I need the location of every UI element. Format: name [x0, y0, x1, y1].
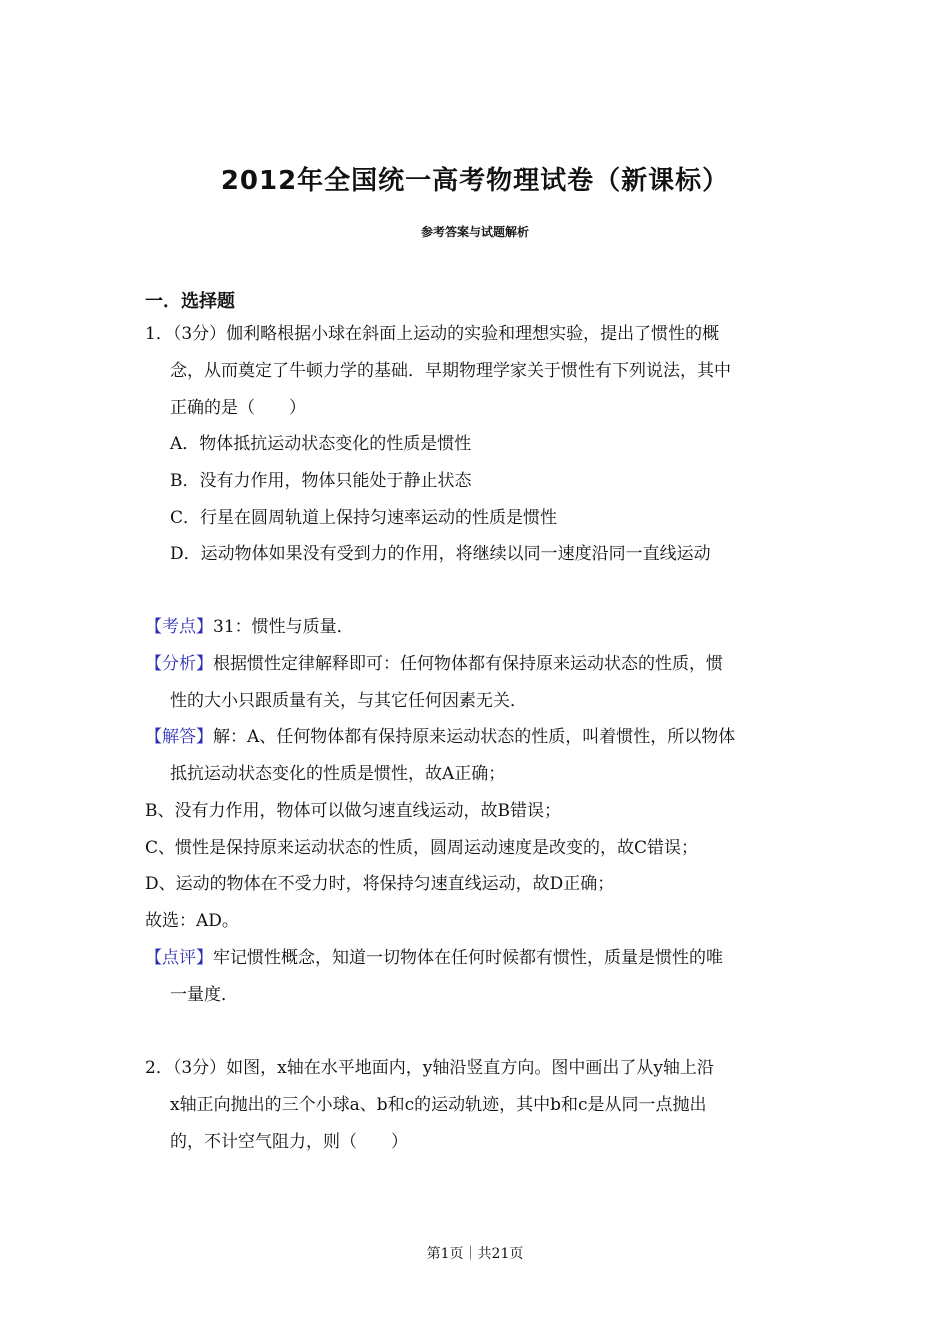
- dianping-line-2: 一量度．: [170, 985, 238, 1005]
- dianping-text-1: 牢记惯性概念，知道一切物体在任何时候都有惯性，质量是惯性的唯: [213, 948, 723, 968]
- question-1-line-2: 念，从而奠定了牛顿力学的基础．早期物理学家关于惯性有下列说法，其中: [170, 361, 731, 381]
- document-subtitle: 参考答案与试题解析: [420, 225, 529, 239]
- jieda-line-5: D、运动的物体在不受力时，将保持匀速直线运动，故D正确；: [145, 874, 615, 894]
- question-1-option-b: B．没有力作用，物体只能处于静止状态: [170, 471, 472, 491]
- jieda-line-6: 故选：AD。: [145, 911, 239, 931]
- jieda-text-1: 解：A、任何物体都有保持原来运动状态的性质，叫着惯性，所以物体: [213, 727, 736, 747]
- fenxi-text-1: 根据惯性定律解释即可：任何物体都有保持原来运动状态的性质，惯: [213, 654, 723, 674]
- jieda-line-2: 抵抗运动状态变化的性质是惯性，故A正确；: [170, 764, 506, 784]
- question-2-line-1: 2．（3分）如图，x轴在水平地面内，y轴沿竖直方向。图中画出了从y轴上沿: [145, 1058, 714, 1078]
- jieda-line-1: [145, 725, 735, 749]
- question-2-line-3: 的，不计空气阻力，则（ ）: [170, 1132, 408, 1152]
- question-1-line-1: 1．（3分）伽利略根据小球在斜面上运动的实验和理想实验，提出了惯性的概: [145, 324, 720, 344]
- jieda-line-4: C、惯性是保持原来运动状态的性质，圆周运动速度是改变的，故C错误；: [145, 838, 699, 858]
- kaodian-line: [145, 615, 354, 639]
- question-1-option-c: C．行星在圆周轨道上保持匀速率运动的性质是惯性: [170, 508, 558, 528]
- dianping-line-1: [145, 946, 723, 970]
- document-title: 2012年全国统一高考物理试卷（新课标）: [220, 166, 730, 196]
- kaodian-text: 31：惯性与质量．: [213, 617, 354, 637]
- jieda-tag: 【解答】: [145, 727, 213, 747]
- fenxi-line-1: [145, 652, 723, 676]
- fenxi-tag: 【分析】: [145, 654, 213, 674]
- question-1-option-d: D．运动物体如果没有受到力的作用，将继续以同一速度沿同一直线运动: [170, 544, 711, 564]
- kaodian-tag: 【考点】: [145, 617, 213, 637]
- page-footer: 第1页｜共21页: [426, 1246, 524, 1262]
- fenxi-line-2: 性的大小只跟质量有关，与其它任何因素无关．: [170, 691, 527, 711]
- jieda-line-3: B、没有力作用，物体可以做匀速直线运动，故B错误；: [145, 801, 561, 821]
- question-1-option-a: A．物体抵抗运动状态变化的性质是惯性: [170, 434, 472, 454]
- dianping-tag: 【点评】: [145, 948, 213, 968]
- question-2-line-2: x轴正向抛出的三个小球a、b和c的运动轨迹，其中b和c是从同一点抛出: [170, 1095, 707, 1115]
- question-1-line-3: 正确的是（ ）: [170, 398, 306, 418]
- section-heading: 一．选择题: [145, 291, 235, 312]
